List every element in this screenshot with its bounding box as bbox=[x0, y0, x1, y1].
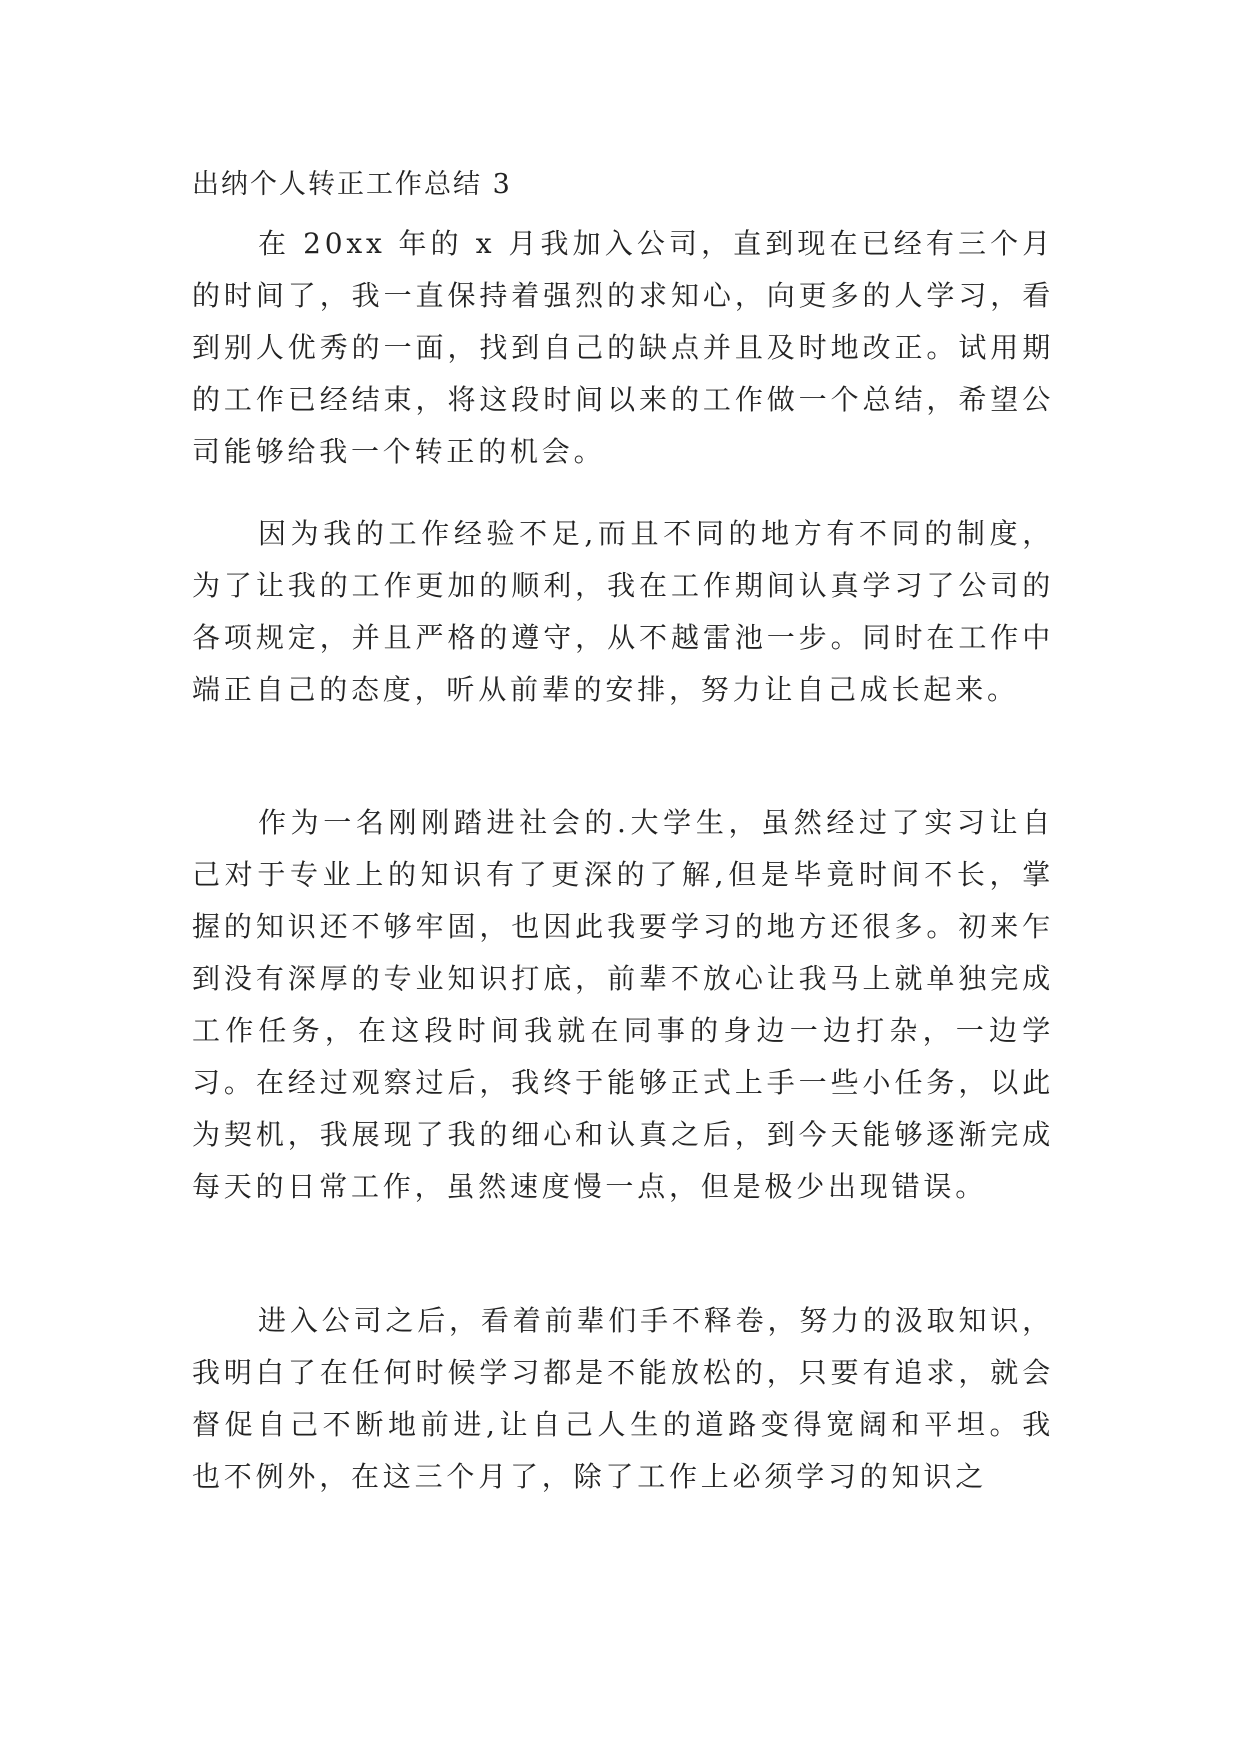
paragraph-3: 作为一名刚刚踏进社会的.大学生，虽然经过了实习让自己对于专业上的知识有了更深的了解,但是毕竟时间不长，掌握的知识还不够牢固，也因此我要学习的地方还很多。初来乍到没有深厚的专业知识打底，前辈不放心让我马上就单独完成工作任务，在这段时间我就在同事的身边一边打杂，一边学习。在经过观察过后，我终于能够正式上手一些小任务，以此为契机，我展现了我的细心和认真之后，到今天能够逐渐完成每天的日常工作，虽然速度慢一点，但是极少出现错误。 bbox=[192, 806, 1054, 1203]
paragraph-2: 因为我的工作经验不足,而且不同的地方有不同的制度，为了让我的工作更加的顺利，我在工作期间认真学习了公司的各项规定，并且严格的遵守，从不越雷池一步。同时在工作中端正自己的态度，听从前辈的安排，努力让自己成长起来。 bbox=[192, 517, 1054, 706]
document-title: 出纳个人转正工作总结 3 bbox=[192, 169, 512, 200]
paragraph-1: 在 20xx 年的 x 月我加入公司，直到现在已经有三个月的时间了，我一直保持着强烈的求知心，向更多的人学习，看到别人优秀的一面，找到自己的缺点并且及时地改正。试用期的工作已经结束，将这段时间以来的工作做一个总结，希望公司能够给我一个转正的机会。 bbox=[192, 227, 1054, 468]
paragraph-4: 进入公司之后，看着前辈们手不释卷，努力的汲取知识，我明白了在任何时候学习都是不能放松的，只要有追求，就会督促自己不断地前进,让自己人生的道路变得宽阔和平坦。我也不例外，在这三个月了，除了工作上必须学习的知识之 bbox=[192, 1304, 1054, 1493]
